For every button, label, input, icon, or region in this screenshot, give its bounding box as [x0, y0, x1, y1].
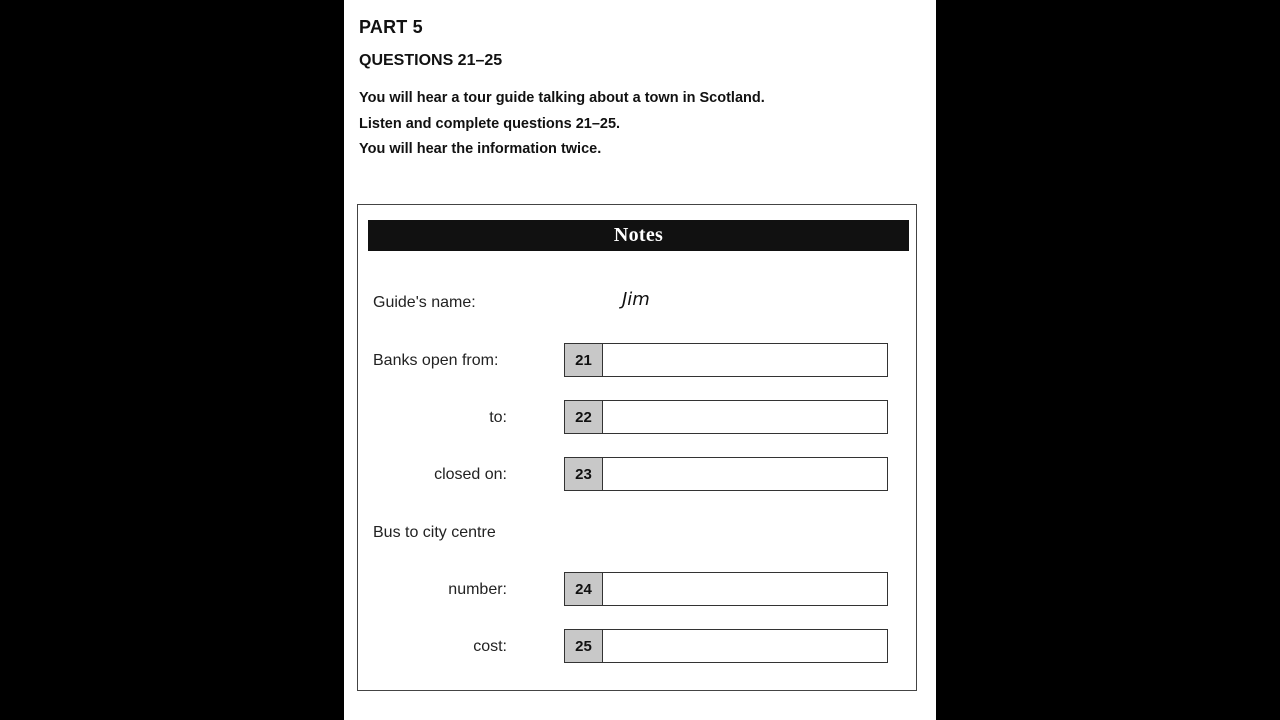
notes-box — [357, 204, 917, 691]
notes-header: Notes — [368, 220, 909, 251]
question-number-22: 22 — [565, 401, 603, 433]
guide-name-answer: Jim — [622, 289, 650, 310]
answer-field-21[interactable] — [564, 343, 888, 377]
bus-cost-label: cost: — [473, 638, 507, 655]
answer-field-22[interactable] — [564, 400, 888, 434]
banks-open-from-label: Banks open from: — [373, 352, 499, 369]
bus-number-label: number: — [448, 581, 507, 598]
question-number-24: 24 — [565, 573, 603, 605]
question-number-23: 23 — [565, 458, 603, 490]
guide-name-label: Guide's name: — [373, 294, 476, 311]
banks-open-to-label: to: — [489, 409, 507, 426]
answer-field-23[interactable] — [564, 457, 888, 491]
closed-on-label: closed on: — [434, 466, 507, 483]
instruction-line: You will hear the information twice. — [359, 141, 602, 157]
answer-input-21[interactable] — [603, 344, 887, 376]
answer-input-25[interactable] — [603, 630, 887, 662]
question-number-25: 25 — [565, 630, 603, 662]
answer-input-24[interactable] — [603, 573, 887, 605]
answer-field-24[interactable] — [564, 572, 888, 606]
part-title: PART 5 — [359, 17, 423, 37]
instruction-line: You will hear a tour guide talking about a town in Scotland. — [359, 90, 765, 106]
question-number-21: 21 — [565, 344, 603, 376]
questions-title: QUESTIONS 21–25 — [359, 52, 503, 69]
answer-field-25[interactable] — [564, 629, 888, 663]
bus-heading: Bus to city centre — [373, 524, 496, 541]
exam-page — [344, 0, 936, 720]
answer-input-23[interactable] — [603, 458, 887, 490]
instruction-line: Listen and complete questions 21–25. — [359, 116, 621, 132]
answer-input-22[interactable] — [603, 401, 887, 433]
